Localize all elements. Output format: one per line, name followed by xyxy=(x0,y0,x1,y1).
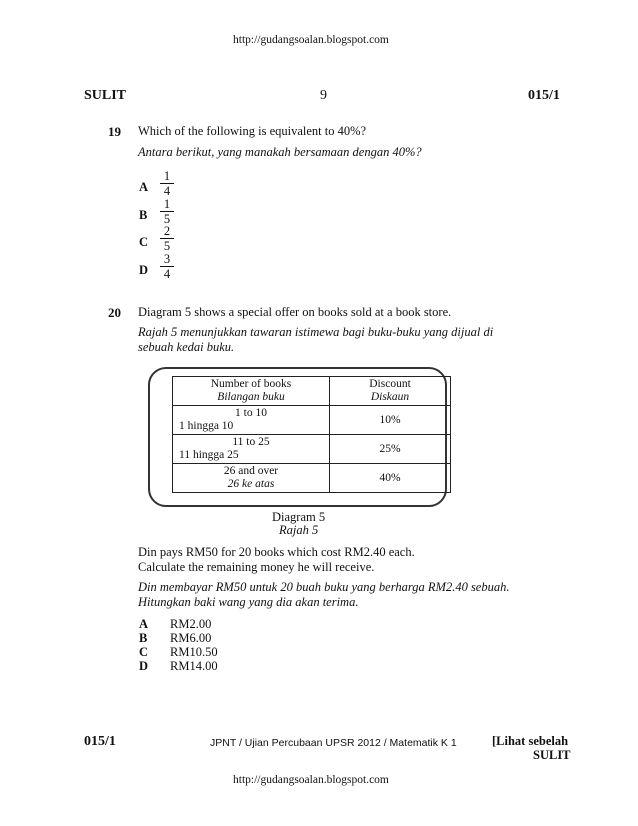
header-discount-en: Discount xyxy=(369,378,411,390)
q19-text-en: Which of the following is equivalent to 40%? xyxy=(138,124,367,138)
answer-value: RM10.50 xyxy=(170,645,218,659)
denominator: 4 xyxy=(163,267,171,281)
numerator: 1 xyxy=(163,169,171,183)
q19-text-ms: Antara berikut, yang manakah bersamaan dengan 40%? xyxy=(138,145,422,159)
fraction xyxy=(160,225,174,252)
option-letter: A xyxy=(139,180,149,194)
q20-prompt-ms-line1: Din membayar RM50 untuk 20 buah buku yang berharga RM2.40 sebuah. xyxy=(138,580,510,594)
offer-table xyxy=(172,376,451,493)
q20-prompt-en-line2: Calculate the remaining money he will receive. xyxy=(138,560,375,574)
range-en: 11 to 25 xyxy=(232,436,270,448)
discount-cell: 10% xyxy=(330,406,451,435)
diagram-caption-ms: Rajah 5 xyxy=(279,523,319,537)
table-header-row xyxy=(173,377,451,406)
footer-sulit: SULIT xyxy=(533,748,571,762)
answer-value: RM14.00 xyxy=(170,659,218,673)
answer-letter: C xyxy=(139,645,149,659)
header-code: 015/1 xyxy=(528,88,560,103)
fraction xyxy=(160,170,174,197)
q20-text-ms-line1: Rajah 5 menunjukkan tawaran istimewa bagi buku-buku yang dijual di xyxy=(138,325,494,339)
range-cell xyxy=(173,435,330,464)
table-row xyxy=(173,435,451,464)
range-ms: 1 hingga 10 xyxy=(179,420,234,432)
answer-letter: B xyxy=(139,631,148,645)
top-url: http://gudangsoalan.blogspot.com xyxy=(233,34,389,46)
answer-value: RM6.00 xyxy=(170,631,212,645)
denominator: 5 xyxy=(163,239,171,253)
denominator: 4 xyxy=(163,184,171,198)
q20-text-en: Diagram 5 shows a special offer on books sold at a book store. xyxy=(138,305,452,319)
range-ms: 11 hingga 25 xyxy=(179,449,239,461)
header-discount-ms: Diskaun xyxy=(370,391,410,403)
range-cell xyxy=(173,464,330,493)
q20-number: 20 xyxy=(108,305,121,320)
header-discount xyxy=(330,377,451,406)
option-letter: D xyxy=(139,263,149,277)
answer-value: RM2.00 xyxy=(170,617,212,631)
header-books-ms: Bilangan buku xyxy=(217,391,285,403)
footer-exam-title: JPNT / Ujian Percubaan UPSR 2012 / Matematik K 1 xyxy=(210,737,457,749)
option-letter: C xyxy=(139,235,149,249)
header-books-en: Number of books xyxy=(210,378,292,390)
fraction xyxy=(160,198,174,225)
header-books xyxy=(173,377,330,406)
denominator: 5 xyxy=(163,212,171,226)
numerator: 3 xyxy=(163,252,171,266)
table-row xyxy=(173,464,451,493)
range-en: 1 to 10 xyxy=(235,407,267,419)
footer-turn-page: [Lihat sebelah xyxy=(492,734,569,748)
range-ms: 26 ke atas xyxy=(227,478,275,490)
q20-text-ms-line2: sebuah kedai buku. xyxy=(138,340,235,354)
q20-prompt-ms-line2: Hitungkan baki wang yang dia akan terima. xyxy=(138,595,359,609)
option-letter: B xyxy=(139,208,148,222)
fraction xyxy=(160,253,174,280)
table-row xyxy=(173,406,451,435)
numerator: 1 xyxy=(163,197,171,211)
range-cell xyxy=(173,406,330,435)
answer-letter: D xyxy=(139,659,149,673)
answer-letter: A xyxy=(139,617,149,631)
discount-cell: 40% xyxy=(330,464,451,493)
header-sulit: SULIT xyxy=(84,88,127,103)
discount-cell: 25% xyxy=(330,435,451,464)
page-number: 9 xyxy=(320,88,327,103)
bottom-url: http://gudangsoalan.blogspot.com xyxy=(233,774,389,786)
q19-number: 19 xyxy=(108,124,121,139)
q20-prompt-en-line1: Din pays RM50 for 20 books which cost RM2.40 each. xyxy=(138,545,415,559)
footer-code: 015/1 xyxy=(84,734,116,749)
numerator: 2 xyxy=(163,224,171,238)
diagram-caption-en: Diagram 5 xyxy=(272,510,326,524)
range-en: 26 and over xyxy=(223,465,279,477)
